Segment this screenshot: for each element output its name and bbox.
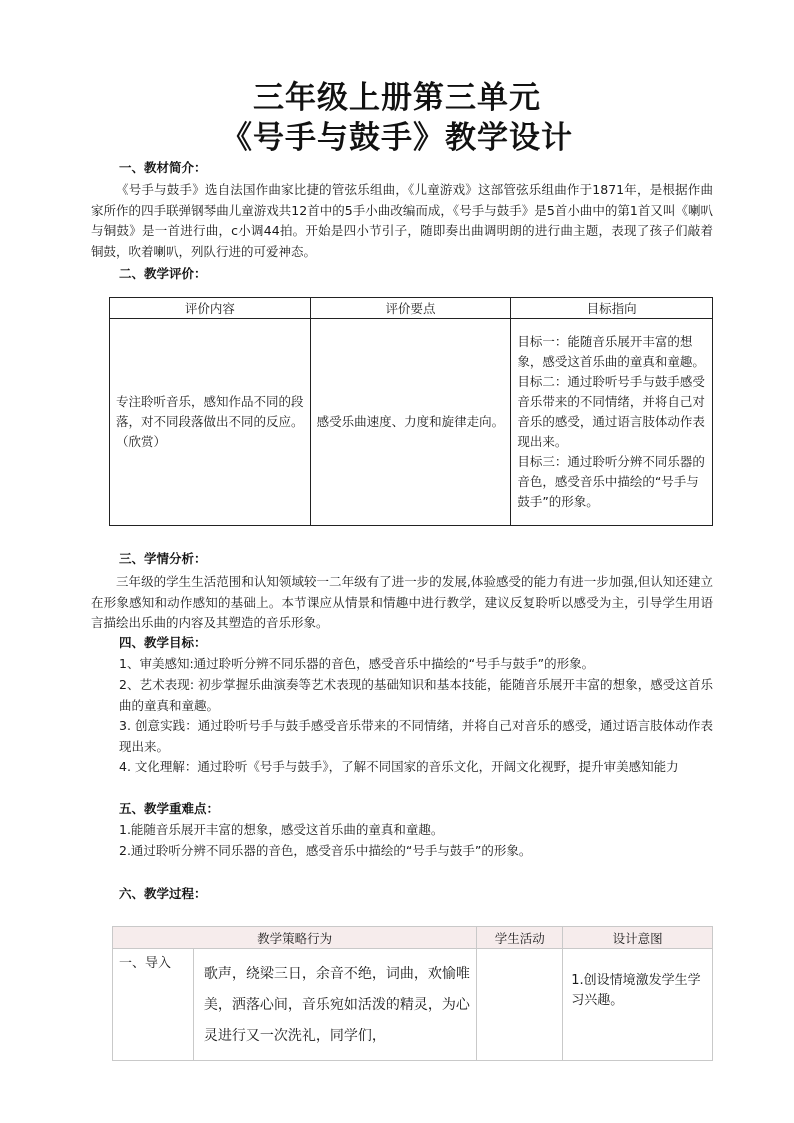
process-header-student: 学生活动: [477, 927, 563, 949]
section-4-item-2: 2、艺术表现: 初步掌握乐曲演奏等艺术表现的基础知识和基本技能，能随音乐展开丰富的想象，感受这首乐曲的童真和童趣。: [119, 677, 713, 713]
section-1-heading: 一、教材简介：: [119, 160, 207, 175]
section-3-heading: 三、学情分析：: [119, 551, 207, 566]
section-5-item-2: 2.通过聆听分辨不同乐器的音色，感受音乐中描绘的“号手与鼓手”的形象。: [119, 843, 532, 858]
document-title-line1: 三年级上册第三单元: [253, 80, 541, 116]
process-cell-stage: 一、导入: [113, 949, 194, 1061]
section-4-item-3: 3. 创意实践：通过聆听号手与鼓手感受音乐带来的不同情绪，并将自己对音乐的感受，通过语言肢体动作表现出来。: [119, 718, 713, 754]
eval-cell-points: 感受乐曲速度、力度和旋律走向。: [310, 319, 511, 526]
eval-cell-content: 专注聆听音乐，感知作品不同的段落，对不同段落做出不同的反应。（欣赏）: [110, 319, 311, 526]
process-cell-intent: 1.创设情境激发学生学习兴趣。: [563, 949, 713, 1061]
process-cell-content: 歌声，绕梁三日，余音不绝，词曲，欢愉唯美，洒落心间，音乐宛如活泼的精灵，为心灵进行又一次洗礼，同学们，: [193, 949, 476, 1061]
process-table-header-row: [113, 927, 713, 949]
section-5-item-1: 1.能随音乐展开丰富的想象，感受这首乐曲的童真和童趣。: [119, 822, 444, 837]
section-4-heading: 四、教学目标：: [119, 635, 207, 650]
evaluation-table-header-row: [110, 298, 713, 319]
teaching-process-table: [112, 926, 713, 1061]
process-header-intent: 设计意图: [563, 927, 713, 949]
eval-header-points: 评价要点: [310, 298, 511, 319]
eval-cell-goals: [511, 319, 713, 526]
section-4-item-1: 1、审美感知:通过聆听分辨不同乐器的音色，感受音乐中描绘的“号手与鼓手”的形象。: [119, 656, 595, 671]
section-2-heading: 二、教学评价：: [119, 266, 207, 281]
section-3-text: 三年级的学生生活范围和认知领域较一二年级有了进一步的发展,体验感受的能力有进一步加强,但认知还建立在形象感知和动作感知的基础上。本节课应从情景和情趣中进行教学，建议反复聆听以感受为主，引导学生用语言描绘出乐曲的内容及其塑造的音乐形象。: [91, 574, 713, 630]
eval-goal-3: 目标三：通过聆听分辨不同乐器的音色，感受音乐中描绘的“号手与鼓手”的形象。: [517, 454, 705, 509]
eval-header-goals: 目标指向: [511, 298, 713, 319]
section-1-text: 《号手与鼓手》选自法国作曲家比捷的管弦乐组曲，《儿童游戏》这部管弦乐组曲作于1871年，是根据作曲家所作的四手联弹钢琴曲儿童游戏共12首中的5手小曲改编而成，《号手与鼓手》是5首小曲中的第1首又叫《喇叭与铜鼓》是一首进行曲，c小调44拍。开始是四小节引子，随即奏出曲调明朗的进行曲主题，表现了孩子们敲着铜鼓，吹着喇叭，列队行进的可爱神态。: [91, 182, 713, 259]
eval-goal-1: 目标一：能随音乐展开丰富的想象，感受这首乐曲的童真和童趣。: [517, 334, 705, 369]
eval-goal-2: 目标二：通过聆听号手与鼓手感受音乐带来的不同情绪，并将自己对音乐的感受，通过语言肢体动作表现出来。: [517, 374, 705, 449]
section-5-heading: 五、教学重难点：: [119, 801, 220, 816]
section-4-item-4: 4. 文化理解：通过聆听《号手与鼓手》，了解不同国家的音乐文化，开阔文化视野，提升审美感知能力: [119, 759, 679, 774]
evaluation-table: [109, 297, 713, 526]
process-table-row: [113, 949, 713, 1061]
document-title-line2: 《号手与鼓手》教学设计: [221, 120, 573, 156]
section-6-heading: 六、教学过程：: [119, 886, 207, 901]
eval-header-content: 评价内容: [110, 298, 311, 319]
process-header-strategy: 教学策略行为: [113, 927, 477, 949]
process-cell-student: [477, 949, 563, 1061]
evaluation-table-row: [110, 319, 713, 526]
